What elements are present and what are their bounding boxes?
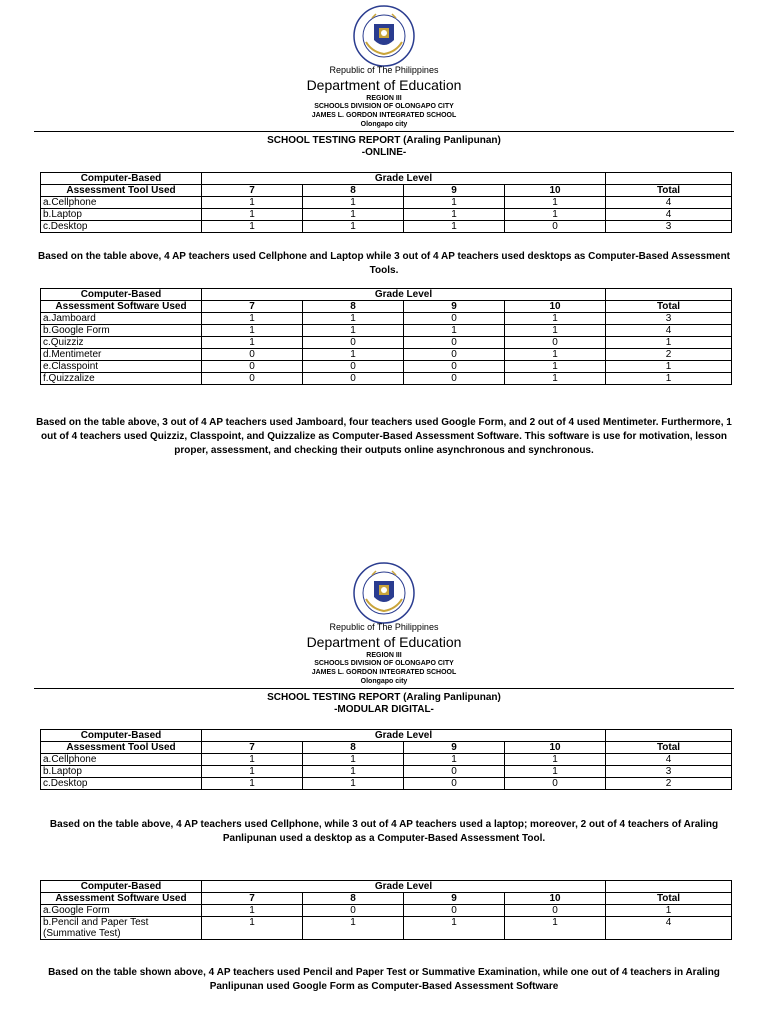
- cell: 0: [404, 778, 505, 790]
- modular-tools-table: [40, 729, 732, 790]
- republic-line: Republic of The Philippines: [329, 622, 439, 632]
- city-line: Olongapo city: [360, 121, 408, 128]
- cell: 0: [404, 337, 505, 349]
- row-label: d.Mentimeter: [41, 349, 202, 361]
- header-cell: Computer-Based: [41, 289, 202, 301]
- report-subtitle: -ONLINE-: [361, 147, 407, 158]
- grade-level-header: Grade Level: [202, 173, 606, 185]
- modular-software-table: [40, 880, 732, 940]
- header-cell: Computer-Based: [41, 173, 202, 185]
- table-header-row: [41, 742, 732, 754]
- total-cell: 2: [606, 778, 732, 790]
- table-header-row: [41, 301, 732, 313]
- cell: 1: [505, 209, 606, 221]
- cell: 0: [404, 361, 505, 373]
- table-row: [41, 905, 732, 917]
- online-section: [0, 0, 768, 470]
- row-label: b.Google Form: [41, 325, 202, 337]
- row-label: c.Desktop: [41, 221, 202, 233]
- table-row: [41, 766, 732, 778]
- total-header: Total: [606, 893, 732, 905]
- deped-seal-icon: [352, 4, 416, 68]
- cell: 1: [303, 349, 404, 361]
- cell: 1: [303, 325, 404, 337]
- modular-software-note: Based on the table shown above, 4 AP teachers used Pencil and Paper Test or Summative Examination, while one out of 4 teachers in Araling Panlipunan used Google Form as Computer-Based Assessment Software: [48, 967, 720, 992]
- school-line: JAMES L. GORDON INTEGRATED SCHOOL: [311, 669, 457, 676]
- online-software-note: Based on the table above, 3 out of 4 AP teachers used Jamboard, four teachers used Google Form, and 2 out of 4 used Mentimeter. Furthermore, 1 out of 4 teachers used Quizziz, Classpoint, and Quizzalize as Computer-Based Assessment Software. This software is use for motivation, lesson proper, assessment, and checking their outputs online asynchronous and synchronous.: [36, 417, 732, 456]
- row-label: c.Quizziz: [41, 337, 202, 349]
- cell: 0: [404, 905, 505, 917]
- total-cell: 4: [606, 197, 732, 209]
- header-cell: [606, 881, 732, 893]
- cell: 1: [202, 754, 303, 766]
- table-row: [41, 221, 732, 233]
- grade-level-header: Grade Level: [202, 289, 606, 301]
- header-divider: [34, 131, 734, 132]
- total-header: Total: [606, 742, 732, 754]
- total-cell: 4: [606, 325, 732, 337]
- total-cell: 3: [606, 313, 732, 325]
- cell: 1: [303, 917, 404, 940]
- table-row: [41, 325, 732, 337]
- grade-header: 9: [404, 893, 505, 905]
- cell: 0: [505, 337, 606, 349]
- table-row: [41, 754, 732, 766]
- total-cell: 1: [606, 373, 732, 385]
- cell: 1: [202, 778, 303, 790]
- grade-header: 7: [202, 893, 303, 905]
- cell: 1: [202, 905, 303, 917]
- cell: 0: [404, 373, 505, 385]
- header-cell: [606, 173, 732, 185]
- cell: 1: [404, 209, 505, 221]
- grade-header: 7: [202, 742, 303, 754]
- grade-header: 10: [505, 742, 606, 754]
- division-line: SCHOOLS DIVISION OF OLONGAPO CITY: [314, 103, 454, 110]
- report-subtitle: -MODULAR DIGITAL-: [334, 704, 434, 715]
- header-cell: Computer-Based: [41, 881, 202, 893]
- grade-header: 7: [202, 185, 303, 197]
- cell: 0: [303, 373, 404, 385]
- republic-line: Republic of The Philippines: [329, 65, 439, 75]
- division-line: SCHOOLS DIVISION OF OLONGAPO CITY: [314, 660, 454, 667]
- region-line: REGION III: [366, 652, 402, 659]
- total-cell: 2: [606, 349, 732, 361]
- total-cell: 4: [606, 917, 732, 940]
- cell: 1: [404, 917, 505, 940]
- cell: 1: [303, 778, 404, 790]
- grade-level-header: Grade Level: [202, 730, 606, 742]
- row-label: b.Laptop: [41, 766, 202, 778]
- online-tools-table: [40, 172, 732, 233]
- cell: 1: [303, 221, 404, 233]
- total-cell: 1: [606, 361, 732, 373]
- cell: 0: [303, 337, 404, 349]
- grade-header: 8: [303, 893, 404, 905]
- report-title: SCHOOL TESTING REPORT (Araling Panlipunan): [267, 135, 501, 146]
- cell: 0: [404, 766, 505, 778]
- total-cell: 4: [606, 754, 732, 766]
- grade-level-header: Grade Level: [202, 881, 606, 893]
- online-software-table: [40, 288, 732, 385]
- cell: 1: [202, 197, 303, 209]
- cell: 1: [303, 197, 404, 209]
- table-header-row: [41, 881, 732, 893]
- cell: 1: [202, 917, 303, 940]
- region-line: REGION III: [366, 95, 402, 102]
- cell: 1: [505, 754, 606, 766]
- cell: 1: [404, 754, 505, 766]
- total-cell: 1: [606, 337, 732, 349]
- cell: 1: [404, 197, 505, 209]
- cell: 1: [303, 766, 404, 778]
- cell: 1: [505, 373, 606, 385]
- table-header-row: [41, 893, 732, 905]
- cell: 1: [505, 349, 606, 361]
- cell: 0: [505, 905, 606, 917]
- header-cell: Assessment Software Used: [41, 301, 202, 313]
- table-row: [41, 337, 732, 349]
- cell: 1: [303, 209, 404, 221]
- cell: 1: [505, 766, 606, 778]
- cell: 0: [303, 361, 404, 373]
- table-row: [41, 373, 732, 385]
- cell: 1: [505, 917, 606, 940]
- header-cell: [606, 289, 732, 301]
- grade-header: 9: [404, 742, 505, 754]
- cell: 1: [404, 325, 505, 337]
- total-cell: 3: [606, 766, 732, 778]
- cell: 1: [202, 313, 303, 325]
- header-cell: Computer-Based: [41, 730, 202, 742]
- row-label: e.Classpoint: [41, 361, 202, 373]
- grade-header: 8: [303, 185, 404, 197]
- department-title: Department of Education: [306, 77, 462, 93]
- header-cell: [606, 730, 732, 742]
- table-row: [41, 313, 732, 325]
- grade-header: 8: [303, 301, 404, 313]
- cell: 0: [505, 778, 606, 790]
- row-label: b.Laptop: [41, 209, 202, 221]
- row-label: a.Cellphone: [41, 197, 202, 209]
- cell: 1: [202, 209, 303, 221]
- grade-header: 8: [303, 742, 404, 754]
- row-label: a.Jamboard: [41, 313, 202, 325]
- header-cell: Assessment Tool Used: [41, 185, 202, 197]
- cell: 0: [202, 349, 303, 361]
- row-label: a.Cellphone: [41, 754, 202, 766]
- cell: 0: [202, 361, 303, 373]
- cell: 0: [303, 905, 404, 917]
- modular-section: [0, 557, 768, 1024]
- school-line: JAMES L. GORDON INTEGRATED SCHOOL: [311, 112, 457, 119]
- department-title: Department of Education: [306, 634, 462, 650]
- grade-header: 9: [404, 301, 505, 313]
- cell: 1: [202, 221, 303, 233]
- online-tools-note: Based on the table above, 4 AP teachers used Cellphone and Laptop while 3 out of 4 AP teachers used desktops as Computer-Based Assessment Tools.: [37, 251, 731, 276]
- table-header-row: [41, 185, 732, 197]
- total-cell: 3: [606, 221, 732, 233]
- cell: 0: [202, 373, 303, 385]
- table-header-row: [41, 173, 732, 185]
- table-row: [41, 209, 732, 221]
- grade-header: 10: [505, 893, 606, 905]
- header-cell: Assessment Tool Used: [41, 742, 202, 754]
- city-line: Olongapo city: [360, 678, 408, 685]
- cell: 1: [303, 313, 404, 325]
- cell: 1: [505, 313, 606, 325]
- report-title: SCHOOL TESTING REPORT (Araling Panlipunan): [267, 692, 501, 703]
- table-row: [41, 361, 732, 373]
- cell: 1: [202, 766, 303, 778]
- grade-header: 7: [202, 301, 303, 313]
- cell: 1: [202, 325, 303, 337]
- cell: 1: [505, 361, 606, 373]
- total-cell: 1: [606, 905, 732, 917]
- cell: 1: [505, 325, 606, 337]
- row-label: f.Quizzalize: [41, 373, 202, 385]
- table-row: [41, 197, 732, 209]
- table-header-row: [41, 289, 732, 301]
- cell: 1: [303, 754, 404, 766]
- cell: 1: [505, 197, 606, 209]
- table-row: [41, 778, 732, 790]
- cell: 1: [404, 221, 505, 233]
- grade-header: 9: [404, 185, 505, 197]
- table-row: [41, 349, 732, 361]
- modular-tools-note: Based on the table above, 4 AP teachers used Cellphone, while 3 out of 4 AP teachers used a laptop; moreover, 2 out of 4 teachers of Araling Panlipunan used a desktop as a Computer-Based Assessment Tool.: [49, 819, 719, 844]
- table-header-row: [41, 730, 732, 742]
- row-label: b.Pencil and Paper Test (Summative Test): [41, 917, 202, 940]
- deped-seal-icon: [352, 561, 416, 625]
- total-header: Total: [606, 185, 732, 197]
- row-label: c.Desktop: [41, 778, 202, 790]
- total-header: Total: [606, 301, 732, 313]
- row-label: a.Google Form: [41, 905, 202, 917]
- grade-header: 10: [505, 301, 606, 313]
- cell: 0: [404, 313, 505, 325]
- grade-header: 10: [505, 185, 606, 197]
- header-divider: [34, 688, 734, 689]
- cell: 0: [404, 349, 505, 361]
- total-cell: 4: [606, 209, 732, 221]
- cell: 1: [202, 337, 303, 349]
- cell: 0: [505, 221, 606, 233]
- table-row: [41, 917, 732, 940]
- header-cell: Assessment Software Used: [41, 893, 202, 905]
